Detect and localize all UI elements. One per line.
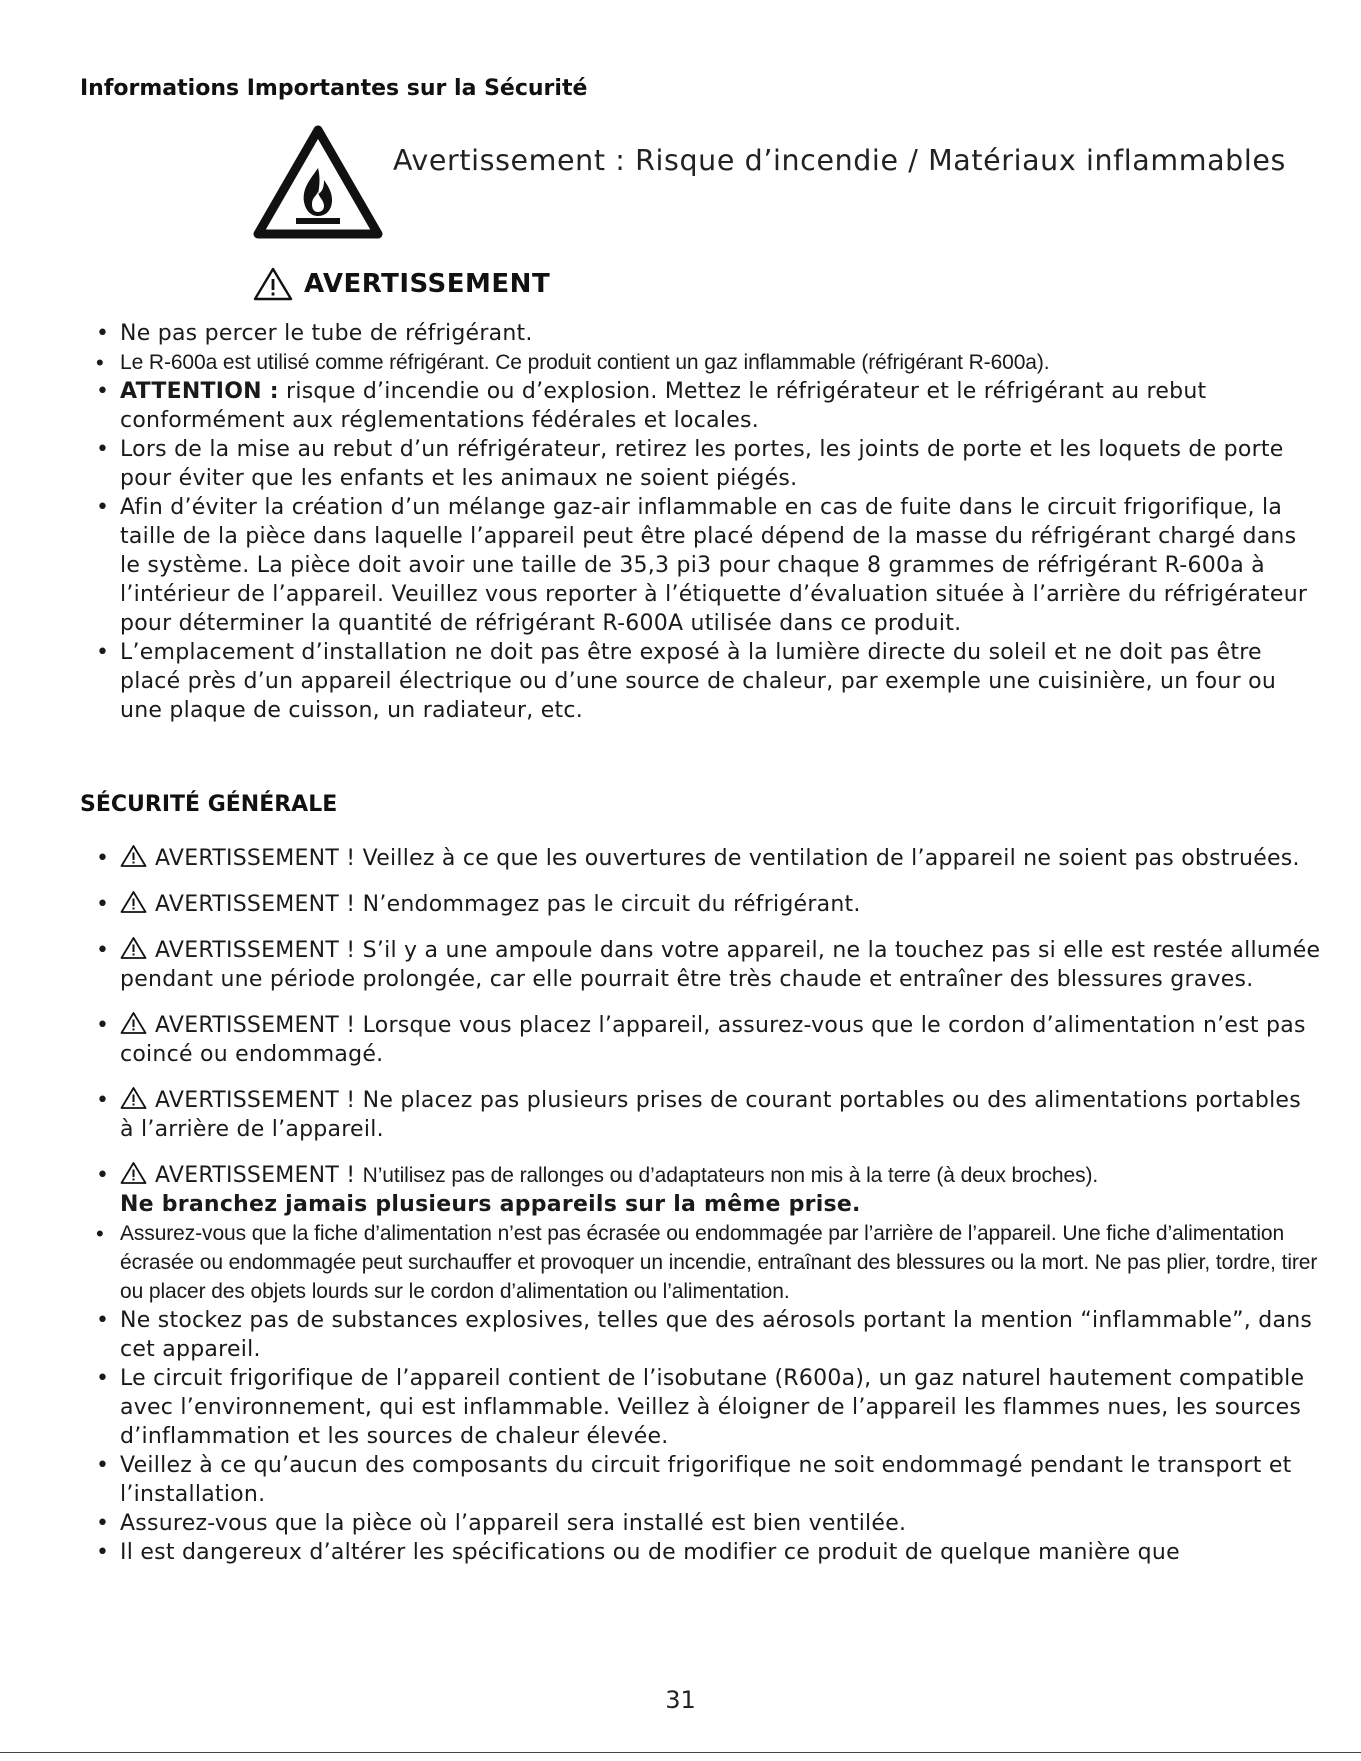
list-item: • Ne stockez pas de substances explosives, telles que des aérosols portant la mention “inflammable”, dans cet appareil. (96, 1308, 1313, 1362)
list-item: • Lors de la mise au rebut d’un réfrigérateur, retirez les portes, les joints de porte et les loquets de porte pour éviter que les enfants et les animaux ne soient piégés. (96, 437, 1284, 491)
list-item: • AVERTISSEMENT ! Lorsque vous placez l’appareil, assurez-vous que le cordon d’alimentation n’est pas coincé ou endommagé. (96, 1013, 1306, 1067)
list-item: • Le circuit frigorifique de l’appareil contient de l’isobutane (R600a), un gaz naturel hautement compatible avec l’environnement, qui est inflammable. Veillez à éloigner de l’appareil les flammes nues, les sources d’inflammation et les sources de chaleur élevée. (96, 1366, 1305, 1449)
list-item: • AVERTISSEMENT ! N’endommagez pas le circuit du réfrigérant. (96, 892, 861, 917)
warning-triangle-icon (120, 844, 147, 868)
list-item: • Ne pas percer le tube de réfrigérant. (96, 321, 533, 346)
list-item: • ATTENTION : risque d’incendie ou d’explosion. Mettez le réfrigérateur et le réfrigérant au rebut conformément aux réglementations fédérales et locales. (96, 379, 1207, 433)
list-item: • AVERTISSEMENT ! N’utilisez pas de rallonges ou d’adaptateurs non mis à la terre (à deux broches). Ne branchez jamais plusieurs appareils sur la même prise. (96, 1163, 1099, 1217)
general-safety-list (0, 844, 1361, 1567)
list-item: • L’emplacement d’installation ne doit pas être exposé à la lumière directe du soleil et ne doit pas être placé près d’un appareil électrique ou d’une source de chaleur, par exemple une cuisinière, un four ou une plaque de cuisson, un radiateur, etc. (96, 640, 1277, 723)
warning-triangle-icon (252, 266, 294, 302)
warning-triangle-icon (120, 1086, 147, 1110)
warning-triangle-icon (120, 936, 147, 960)
fire-warning-heading: Avertissement : Risque d’incendie / Matériaux inflammables (393, 144, 1286, 177)
list-item: • Il est dangereux d’altérer les spécifications ou de modifier ce produit de quelque manière que (96, 1540, 1180, 1565)
footer-divider (0, 1752, 1361, 1753)
warning-triangle-icon (120, 1161, 147, 1185)
section-title-safety: Informations Importantes sur la Sécurité (80, 76, 588, 101)
flammable-warning-icon (252, 124, 384, 240)
section-title-general: SÉCURITÉ GÉNÉRALE (80, 792, 338, 817)
avertissement-heading (252, 266, 550, 302)
strong-warning: Ne branchez jamais plusieurs appareils sur la même prise. (120, 1192, 861, 1217)
attention-label: ATTENTION : (120, 379, 279, 404)
list-item: • Assurez-vous que la pièce où l’appareil sera installé est bien ventilée. (96, 1511, 907, 1536)
warning-triangle-icon (120, 890, 147, 914)
list-item: • AVERTISSEMENT ! S’il y a une ampoule dans votre appareil, ne la touchez pas si elle est restée allumée pendant une période prolongée, car elle pourrait être très chaude et entraîner des blessures graves. (96, 938, 1321, 992)
warning-triangle-icon (120, 1011, 147, 1035)
page-number: 31 (665, 1686, 696, 1714)
refrigerant-warning-list (0, 319, 1361, 725)
list-item: • AVERTISSEMENT ! Veillez à ce que les ouvertures de ventilation de l’appareil ne soient pas obstruées. (96, 846, 1300, 871)
list-item: • Le R-600a est utilisé comme réfrigérant. Ce produit contient un gaz inflammable (réfrigérant R-600a). (96, 350, 1050, 375)
list-item: • Veillez à ce qu’aucun des composants du circuit frigorifique ne soit endommagé pendant le transport et l’installation. (96, 1453, 1292, 1507)
avertissement-label: AVERTISSEMENT (304, 269, 551, 299)
list-item: • Assurez-vous que la fiche d’alimentation n’est pas écrasée ou endommagée par l’arrière de l’appareil. Une fiche d’alimentation écrasée ou endommagée peut surchauffer et provoquer un incendie, entraînant des blessures ou la mort. Ne pas plier, tordre, tirer ou placer des objets lourds sur le cordon d’alimentation ou l’alimentation. (96, 1221, 1318, 1303)
list-item: • AVERTISSEMENT ! Ne placez pas plusieurs prises de courant portables ou des alimentations portables à l’arrière de l’appareil. (96, 1088, 1301, 1142)
list-item: • Afin d’éviter la création d’un mélange gaz-air inflammable en cas de fuite dans le circuit frigorifique, la taille de la pièce dans laquelle l’appareil peut être placé dépend de la masse du réfrigérant chargé dans le système. La pièce doit avoir une taille de 35,3 pi3 pour chaque 8 grammes de réfrigérant R-600a à l’intérieur de l’appareil. Veuillez vous reporter à l’étiquette d’évaluation située à l’arrière du réfrigérateur pour déterminer la quantité de réfrigérant R-600A utilisée dans ce produit. (96, 495, 1308, 636)
